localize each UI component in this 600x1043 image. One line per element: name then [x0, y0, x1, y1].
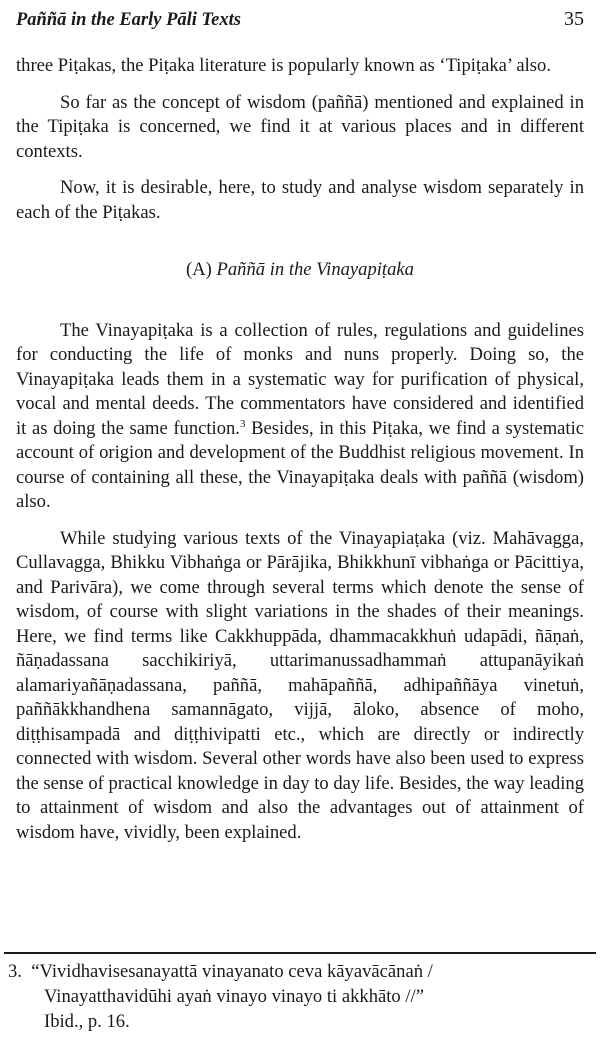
paragraph	[16, 319, 584, 515]
footnote-reference: 3	[239, 417, 246, 430]
paragraph: While studying various texts of the Vinayapiaṭaka (viz. Mahāvagga, Cullavagga, Bhikku Vibhaṅga or Pārājika, Bhikkhunī vibhaṅga or Pācittiya, and Parivāra), we come through several terms which denote the sense of wisdom, of course with slight variations in the shades of their meanings. Here, we find terms like Cakkhuppāda, dhammacakkhuṅ udapādi, ñāṇaṅ, ñāṇadassana sacchikiriyā, uttarimanussadhammaṅ attupanāyikaṅ alamariyañāṇadassana, paññā, mahāpaññā, adhipaññāya vinetuṅ, paññākkhandhena samannāgato, vijjā, āloko, absence of moho, diṭṭhisampadā and diṭṭhivipatti etc., which are directly or indirectly connected with wisdom. Several other words have also been used to express the sense of practical knowledge in day to day life. Besides, the way leading to attainment of wisdom and also the advantages out of attainment of wisdom have, vividly, been explained.	[16, 527, 584, 843]
footnote-text: “Vividhavisesanayattā vinayanato ceva kāyavācānaṅ /	[31, 961, 433, 982]
running-title: Paññā in the Early Pāli Texts	[16, 10, 241, 30]
section-label: (A)	[186, 259, 212, 280]
paragraph: three Piṭakas, the Piṭaka literature is popularly known as ‘Tipiṭaka’ also.	[16, 55, 551, 76]
footnote-number: 3.	[8, 961, 22, 982]
paragraph: So far as the concept of wisdom (paññā) mentioned and explained in the Tipiṭaka is concerned, we find it at various places and in different contexts.	[16, 91, 584, 162]
main-text	[16, 54, 584, 845]
page-number: 35	[564, 8, 584, 30]
paragraph-text: Besides, in this Piṭaka, we find a systematic account of origion and development of the Buddhist religious movement. In course of containing all these, the Vinayapiṭaka deals with paññā (wisdom) also.	[16, 417, 584, 512]
paragraph: Now, it is desirable, here, to study and analyse wisdom separately in each of the Piṭakas.	[16, 177, 584, 223]
section-heading	[16, 258, 584, 283]
footnote-line	[8, 959, 588, 984]
footnote-divider	[4, 952, 596, 954]
footnotes	[8, 959, 588, 1034]
footnote-line: Vinayatthavidūhi ayaṅ vinayo vinayo ti akkhāto //”	[44, 986, 424, 1007]
page-header	[16, 6, 584, 36]
paragraph-text: The Vinayapiṭaka is a collection of rules, regulations and guidelines for conducting the life of monks and nuns properly. Doing so, the Vinayapiṭaka leads them in a systematic way for purification of physical, vocal and mental deeds. The commentators have considered and identified it as doing the same function.	[16, 319, 584, 439]
section-title: Paññā in the Vinayapiṭaka	[216, 259, 414, 280]
footnote-line: Ibid., p. 16.	[44, 1011, 130, 1032]
